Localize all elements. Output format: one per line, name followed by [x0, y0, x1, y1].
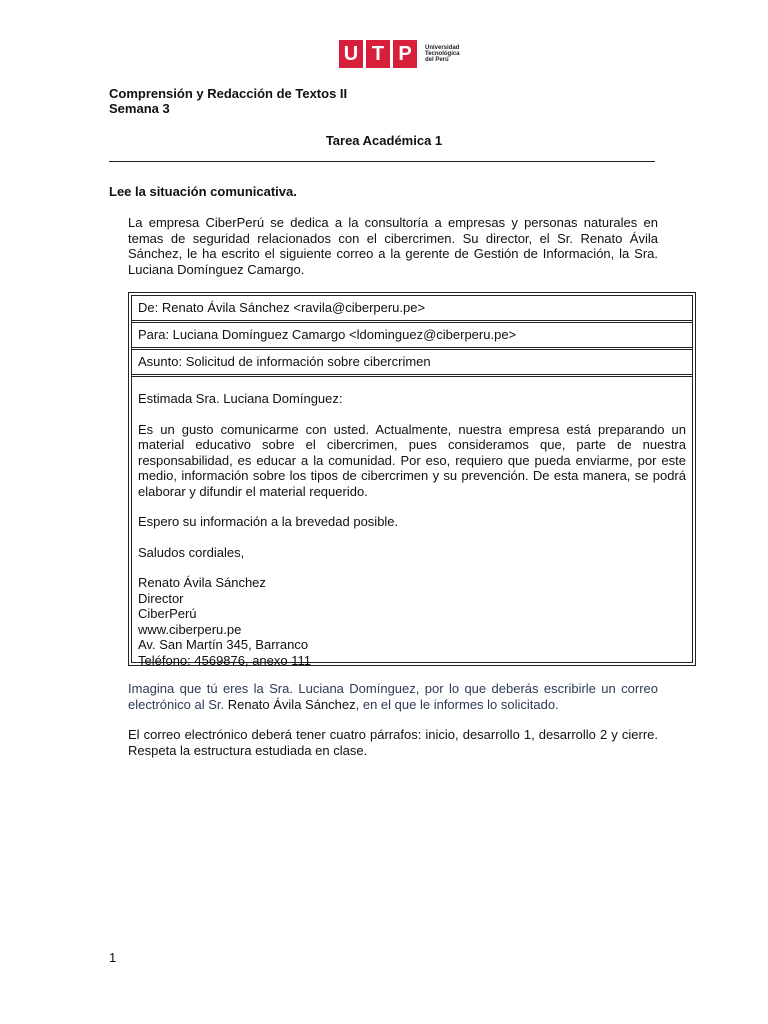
- email-greeting: Estimada Sra. Luciana Domínguez:: [138, 391, 343, 406]
- signature-role: Director: [138, 590, 184, 606]
- page-number: 1: [109, 950, 117, 965]
- signature-website: www.ciberperu.pe: [138, 621, 242, 637]
- email-body: [132, 377, 692, 668]
- email-inner-frame: [131, 295, 693, 668]
- signature-phone: Teléfono: 4569876, anexo 111: [138, 652, 311, 668]
- email-to: Para: Luciana Domínguez Camargo <ldominguez@ciberperu.pe>: [132, 323, 692, 350]
- logo-letter-u: U: [339, 40, 363, 68]
- instruction-heading: Lee la situación comunicativa.: [109, 184, 297, 199]
- signature-company: CiberPerú: [138, 606, 197, 621]
- email-subject: Asunto: Solicitud de información sobre cibercrimen: [132, 350, 692, 377]
- email-closing: Saludos cordiales,: [138, 544, 245, 560]
- course-title: Comprensión y Redacción de Textos II: [109, 86, 348, 101]
- email-request: Espero su información a la brevedad posible.: [138, 514, 399, 529]
- task-title: Tarea Académica 1: [325, 133, 443, 148]
- email-box: [128, 292, 696, 666]
- utp-logo: [339, 40, 460, 68]
- prompt-recipient-name: Renato Ávila Sánchez: [227, 696, 356, 712]
- task-prompt: Imagina que tú eres la Sra. Luciana Domínguez, por lo que deberás escribirle un correo electrónico al Sr. Renato Ávila Sánchez, en el que le informes lo solicitado.: [128, 681, 658, 712]
- header-divider: [109, 161, 655, 162]
- email-signature: [138, 575, 686, 668]
- logo-letter-p: P: [393, 40, 417, 68]
- email-body-paragraph: Es un gusto comunicarme con usted. Actualmente, nuestra empresa está preparando un material educativo sobre el cibercrimen, pues consideramos que, parte de nuestra responsabilidad, es educar a la comunidad. Por eso, requiero que pueda enviarme, por este medio, información sobre los tipos de cibercrimen y su prevención. De esta manera, se podrá elaborar y difundir el material requerido.: [138, 421, 686, 499]
- logo-university-name: Universidad Tecnológica del Perú: [425, 45, 460, 63]
- task-rules: El correo electrónico deberá tener cuatro párrafos: inicio, desarrollo 1, desarrollo 2 y cierre. Respeta la estructura estudiada en clase.: [128, 727, 658, 758]
- week-label: Semana 3: [109, 101, 170, 116]
- email-from: De: Renato Ávila Sánchez <ravila@ciberperu.pe>: [132, 296, 692, 323]
- intro-paragraph: La empresa CiberPerú se dedica a la consultoría a empresas y personas naturales en temas de seguridad relacionados con el cibercrimen. Su director, el Sr. Renato Ávila Sánchez, le ha escrito el siguiente correo a la gerente de Gestión de Información, la Sra. Luciana Domínguez Camargo.: [128, 215, 658, 277]
- signature-address: Av. San Martín 345, Barranco: [138, 637, 309, 652]
- logo-letter-t: T: [366, 40, 390, 68]
- document-header: [109, 86, 347, 116]
- signature-name: Renato Ávila Sánchez: [138, 575, 266, 590]
